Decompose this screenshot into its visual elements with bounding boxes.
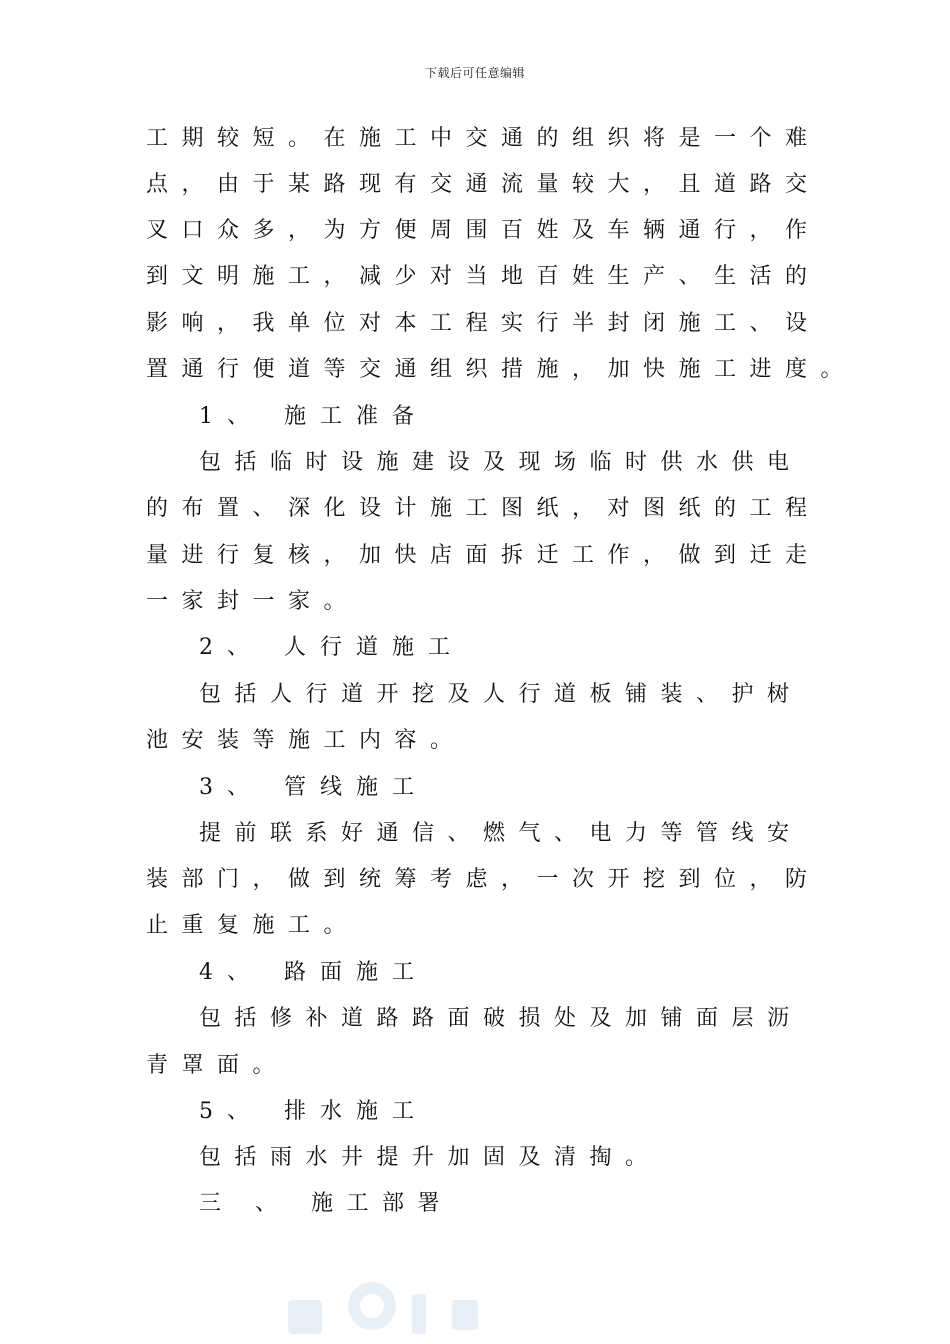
- section-heading: 2、 人行道施工: [199, 635, 464, 660]
- body-line: 点，由于某路现有交通流量较大，且道路交: [146, 172, 821, 197]
- body-line: 包括修补道路路面破损处及加铺面层沥: [199, 1006, 803, 1031]
- section-heading: 1、 施工准备: [199, 404, 428, 429]
- watermark-logo-icon: [0, 1266, 950, 1344]
- body-line: 的布置、深化设计施工图纸，对图纸的工程: [146, 496, 821, 521]
- body-line: 工期较短。在施工中交通的组织将是一个难: [146, 126, 821, 151]
- page-header: 下载后可任意编辑: [424, 66, 525, 80]
- body-line: 一家封一家。: [146, 589, 360, 614]
- section-heading: 3、 管线施工: [199, 775, 428, 800]
- body-line: 池安装等施工内容。: [146, 728, 466, 753]
- section-heading: 5、 排水施工: [199, 1099, 428, 1124]
- body-line: 止重复施工。: [146, 913, 360, 938]
- body-line: 装部门，做到统筹考虑，一次开挖到位，防: [146, 867, 821, 892]
- body-line: 量进行复核，加快店面拆迁工作，做到迁走: [146, 543, 821, 568]
- body-line: 包括人行道开挖及人行道板铺装、护树: [199, 682, 803, 707]
- body-line: 包括临时设施建设及现场临时供水供电: [199, 450, 803, 475]
- body-line: 包括雨水井提升加固及清掏。: [199, 1145, 661, 1170]
- body-line: 青罩面。: [146, 1053, 289, 1078]
- body-line: 到文明施工，减少对当地百姓生产、生活的: [146, 264, 821, 289]
- section-heading: 4、 路面施工: [199, 960, 428, 985]
- body-line: 叉口众多，为方便周围百姓及车辆通行，作: [146, 218, 821, 243]
- body-line: 影响，我单位对本工程实行半封闭施工、设: [146, 311, 821, 336]
- body-line: 提前联系好通信、燃气、电力等管线安: [199, 821, 803, 846]
- section-heading: 三 、 施工部署: [199, 1191, 453, 1216]
- body-line: 置通行便道等交通组织措施，加快施工进度。: [146, 357, 857, 382]
